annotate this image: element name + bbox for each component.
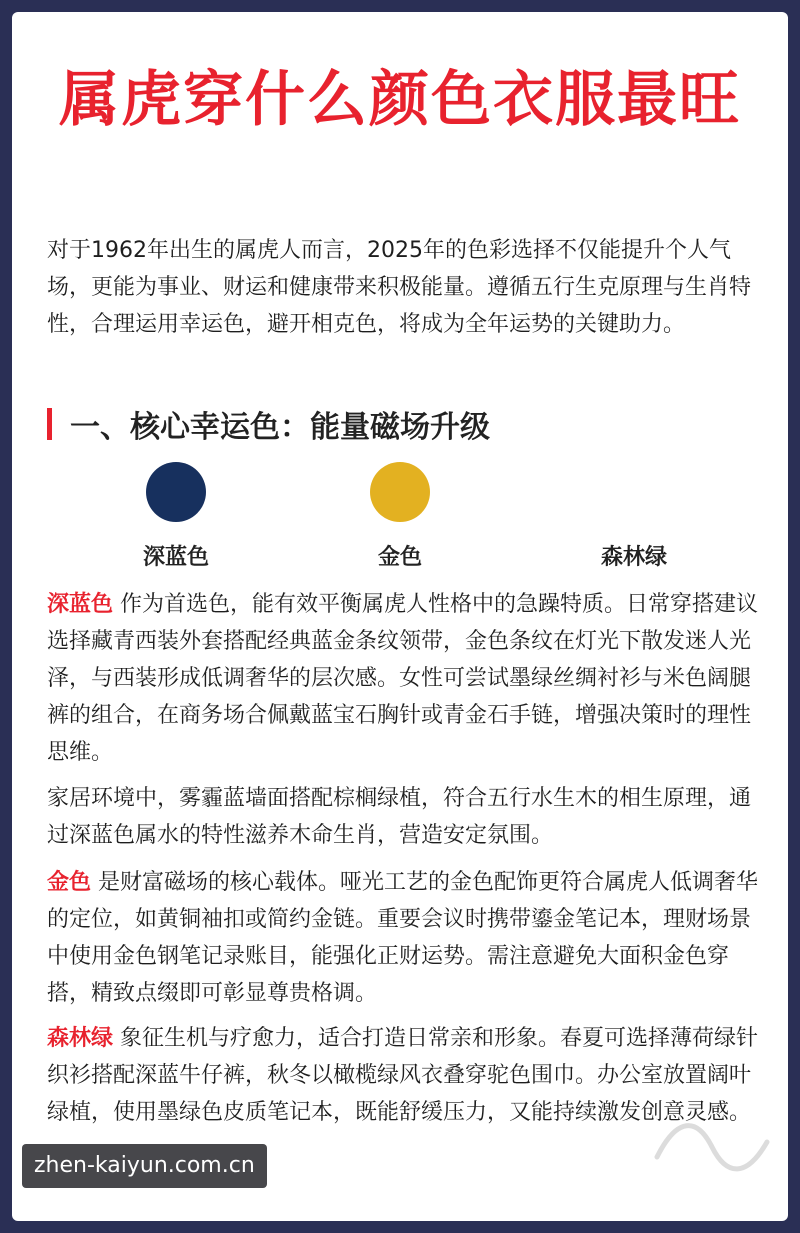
- paragraph-gold: [47, 864, 759, 1012]
- swatch-forest-green-label: 森林绿: [600, 545, 667, 570]
- page-title: 属虎穿什么颜色衣服最旺: [59, 65, 741, 135]
- swatch-forest-green: [554, 462, 714, 571]
- swatch-gold-label: 金色: [377, 545, 422, 570]
- section-header: [47, 404, 490, 444]
- paragraph-gold-text: 是财富磁场的核心载体。哑光工艺的金色配饰更符合属虎人低调奢华的定位，如黄铜袖扣或简约金链。重要会议时携带鎏金笔记本，理财场景中使用金色钢笔记录账目，能强化正财运势。需注意避免大面积金色穿搭，精致点缀即可彰显尊贵格调。: [47, 870, 759, 1006]
- swatch-navy-circle: [146, 462, 206, 522]
- section-title: 一、核心幸运色：能量磁场升级: [70, 410, 490, 445]
- keyword-gold: 金色: [47, 870, 92, 895]
- paragraph-navy-text: 作为首选色，能有效平衡属虎人性格中的急躁特质。日常穿搭建议选择藏青西装外套搭配经典蓝金条纹领带，金色条纹在灯光下散发迷人光泽，与西装形成低调奢华的层次感。女性可尝试墨绿丝绸衬衫与米色阔腿裤的组合，在商务场合佩戴蓝宝石胸针或青金石手链，增强决策时的理性思维。: [47, 592, 759, 765]
- paragraph-navy: [47, 586, 759, 771]
- paragraph-home-text: 家居环境中，雾霾蓝墙面搭配棕榈绿植，符合五行水生木的相生原理，通过深蓝色属水的特性滋养木命生肖，营造安定氛围。: [47, 786, 752, 848]
- squiggle-decoration-icon: [652, 1112, 772, 1182]
- section-accent-bar: [47, 408, 52, 440]
- keyword-navy: 深蓝色: [47, 592, 114, 617]
- swatch-navy: [96, 462, 256, 571]
- paragraph-home: [47, 780, 759, 854]
- swatch-gold-circle: [370, 462, 430, 522]
- keyword-forest: 森林绿: [47, 1026, 114, 1051]
- paragraph-forest-text: 象征生机与疗愈力，适合打造日常亲和形象。春夏可选择薄荷绿针织衫搭配深蓝牛仔裤，秋冬以橄榄绿风衣叠穿驼色围巾。办公室放置阔叶绿植，使用墨绿色皮质笔记本，既能舒缓压力，又能持续激发创意灵感。: [47, 1026, 759, 1125]
- watermark: zhen-kaiyun.com.cn: [22, 1144, 267, 1188]
- article-card: [12, 12, 788, 1221]
- swatch-navy-label: 深蓝色: [142, 545, 209, 570]
- swatch-forest-green-circle: [604, 462, 664, 522]
- intro-paragraph: 对于1962年出生的属虎人而言，2025年的色彩选择不仅能提升个人气场，更能为事业、财运和健康带来积极能量。遵循五行生克原理与生肖特性，合理运用幸运色，避开相克色，将成为全年运势的关键助力。: [47, 238, 752, 337]
- swatch-gold: [320, 462, 480, 571]
